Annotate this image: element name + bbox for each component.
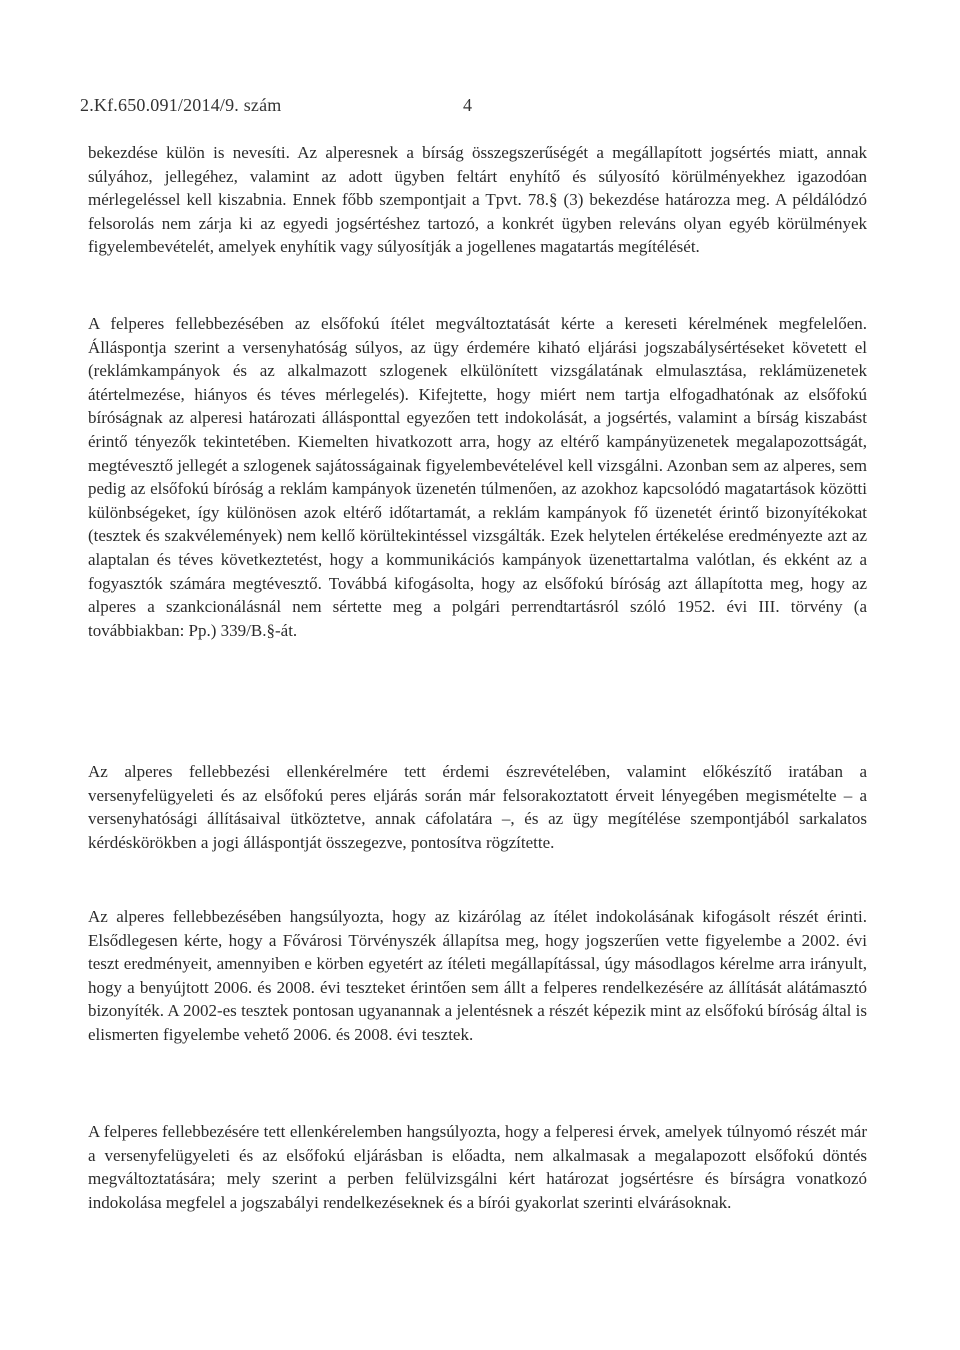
page-number: 4 [463,95,473,115]
paragraph-defendant-counter-request: Az alperes fellebbezési ellenkérelmére tett érdemi észrevételében, valamint előkészítő iratában a versenyfelügyeleti és az elsőfokú peres eljárás során már felsorakoztatott érveit lényegében megismételte – a versenyhatósági állításaival ütköztetve, annak cáfolatára –, és az ügy megítélése szempontjából sarkalatos kérdéskörökben a jogi álláspontját összegezve, pontosítva rögzítette. [88,762,867,852]
paragraph-plaintiff-appeal: A felperes fellebbezésében az elsőfokú ítélet megváltoztatását kérte a kereseti kérelmének megfelelően. Álláspontja szerint a versenyhatóság súlyos, az ügy érdemére kiható eljárási jogszabálysértéseket követett el (reklámkampányok és az alkalmazott szlogenek elkülönített vizsgálatának elmulasztása, reklámüzenetek átértelmezése, hiányos és téves mérlegelés). Kifejtette, hogy miért nem tartja elfogadhatónak az elsőfokú bíróságnak az alperesi határozati állásponttal egyezően tett indokolását, a jogsértés, valamint a bírság kiszabást érintő tényezők tekintetében. Kiemelten hivatkozott arra, hogy az eltérő kampányüzenetek megalapozottságát, megtévesztő jellegét a szlogenek sajátosságainak figyelembevételével kell vizsgálni. Azonban sem az alperes, sem pedig az elsőfokú bíróság a reklám kampányok üzenetén túlmenően, az azokhoz kapcsolódó magatartások közötti különbségeket, így különösen azok eltérő időtartamát, a reklám kampányok fő üzenetét érintő bizonyítékokat (tesztek és szakvélemények) nem kellő körültekintéssel vizsgálták. Ezek helytelen értékelése eredményezte azt az alaptalan és téves következtetést, hogy a kommunikációs kampányok üzenettartalma valótlan, és ekként az a fogyasztók számára megtévesztő. Továbbá kifogásolta, hogy az elsőfokú bíróság azt állapította meg, hogy az alperes a szankcionálásnál nem sértette meg a polgári perrendtartásról szóló 1952. évi III. törvény (a továbbiakban: Pp.) 339/B.§-át. [88,314,867,640]
case-number: 2.Kf.650.091/2014/9. szám [80,95,282,115]
paragraph-defendant-appeal: Az alperes fellebbezésében hangsúlyozta, hogy az kizárólag az ítélet indokolásának kifogásolt részét érinti. Elsődlegesen kérte, hogy a Fővárosi Törvényszék állapítsa meg, hogy jogszerűen vette figyelembe a 2002. évi teszt eredményeit, amennyiben e körben egyetért az ítéleti megállapítással, úgy másodlagos kérelme arra irányult, hogy a benyújtott 2006. és 2008. évi teszteket érintően sem állt a felperes rendelkezésére az állítását alátámasztó bizonyíték. A 2002-es tesztek pontosan ugyanannak a jelentésnek a részét képezik mint az elsőfokú bíróság által is elismerten figyelembe vehető 2006. és 2008. évi tesztek. [88,907,867,1044]
paragraph-plaintiff-counter-request: A felperes fellebbezésére tett ellenkérelemben hangsúlyozta, hogy a felperesi érvek, amelyek túlnyomó részét már a versenyfelügyeleti és az elsőfokú eljárásban is előadta, nem alkalmasak a megalapozott elsőfokú döntés megváltoztatására; mely szerint a perben felülvizsgálni kért határozat jogsértésre és bírságra vonatkozó indokolása megfelel a jogszabályi rendelkezéseknek és a bírói gyakorlat szerinti elvárásoknak. [88,1122,867,1212]
paragraph-statute-continuation: bekezdése külön is nevesíti. Az alperesnek a bírság összegszerűségét a megállapított jogsértés miatt, annak súlyához, jellegéhez, valamint az adott ügyben feltárt enyhítő és súlyosító körülményekhez igazodóan mérlegeléssel kell kiszabnia. Ennek főbb szempontjait a Tpvt. 78.§ (3) bekezdése határozza meg. A példálódzó felsorolás nem zárja ki az egyedi jogsértéshez tartozó, a konkrét ügyben releváns olyan egyéb körülmények figyelembevételét, amelyek enyhítik vagy súlyosítják a jogellenes magatartás megítélését. [88,143,867,257]
page-header [80,95,473,116]
